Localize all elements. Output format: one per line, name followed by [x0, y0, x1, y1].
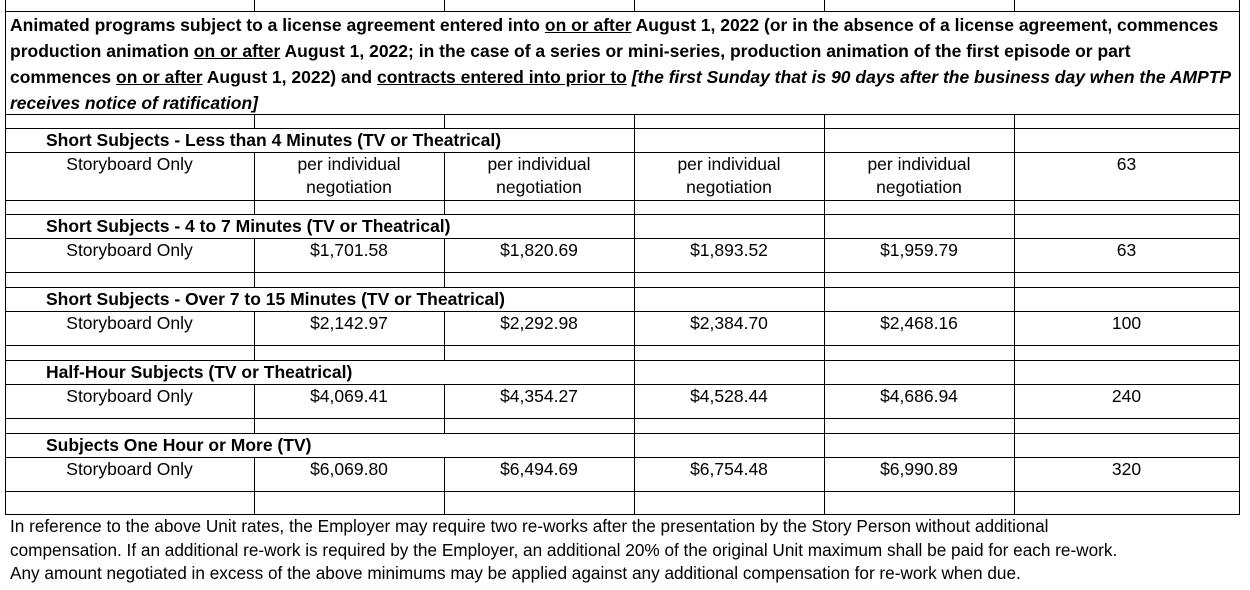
grid-line: [5, 272, 1240, 273]
grid-line: [824, 418, 825, 433]
note-line: Any amount negotiated in excess of the above minimums may be applied against any additional compensation for re-work when due.: [10, 563, 1021, 583]
grid-line: [824, 491, 825, 514]
grid-line: [824, 200, 825, 214]
rate-cell-line: $2,384.70: [690, 313, 768, 333]
note-line: In reference to the above Unit rates, the Employer may require two re-works after the presentation by the Story Person without additional: [10, 516, 1049, 536]
grid-line: [824, 433, 825, 457]
rate-cell-line: per individual: [867, 154, 971, 174]
grid-line: [634, 345, 635, 360]
section-title: Subjects One Hour or More (TV): [46, 435, 312, 455]
grid-line: [5, 200, 1240, 201]
units-cell: 320: [1111, 459, 1142, 479]
grid-line: [634, 0, 635, 11]
grid-line: [824, 128, 825, 152]
grid-line: [1014, 114, 1015, 128]
section-title: Half-Hour Subjects (TV or Theatrical): [46, 362, 353, 382]
grid-line: [634, 287, 635, 311]
units-cell: 63: [1116, 154, 1137, 174]
units-cell: 100: [1111, 313, 1142, 333]
row-label: Storyboard Only: [66, 459, 193, 479]
rate-cell-line: $1,820.69: [500, 240, 578, 260]
rate-cell: [824, 458, 1014, 481]
rate-cell-line: $1,701.58: [310, 240, 388, 260]
rate-cell-line: $2,292.98: [500, 313, 578, 333]
rate-cell: [634, 153, 824, 199]
rate-cell: [444, 458, 634, 481]
section-title: Short Subjects - 4 to 7 Minutes (TV or Theatrical): [46, 216, 451, 236]
grid-line: [5, 418, 1240, 419]
row-label: Storyboard Only: [66, 240, 193, 260]
grid-line: [5, 491, 1240, 492]
grid-line: [1014, 345, 1015, 360]
rate-cell-line: per individual: [677, 154, 781, 174]
grid-line: [824, 0, 825, 11]
rate-cell-line: $1,959.79: [880, 240, 958, 260]
grid-line: [1014, 287, 1015, 311]
rate-cell: [634, 312, 824, 335]
rate-cell-line: $6,494.69: [500, 459, 578, 479]
grid-line: [254, 491, 255, 514]
grid-line: [824, 272, 825, 287]
grid-line: [254, 418, 255, 433]
grid-line: [634, 360, 635, 384]
grid-line: [824, 214, 825, 238]
grid-line: [1014, 433, 1015, 457]
grid-line: [1014, 214, 1015, 238]
grid-line: [5, 345, 1240, 346]
rate-cell-line: negotiation: [496, 177, 582, 197]
rate-cell: [444, 312, 634, 335]
rate-cell-line: $4,354.27: [500, 386, 578, 406]
rate-cell: [824, 153, 1014, 199]
grid-line: [444, 272, 445, 287]
note-line: compensation. If an additional re-work is required by the Employer, an additional 20% of the original Unit maximum shall be paid for each re-work.: [10, 539, 1118, 560]
rate-cell: [254, 239, 444, 262]
rate-cell-line: $4,069.41: [310, 386, 388, 406]
units-cell: 63: [1116, 240, 1137, 260]
grid-line: [1014, 128, 1015, 152]
grid-line: [1239, 0, 1240, 515]
grid-line: [254, 0, 255, 11]
rate-cell: [254, 458, 444, 481]
rate-cell-line: per individual: [297, 154, 401, 174]
rate-cell: [824, 239, 1014, 262]
grid-line: [444, 345, 445, 360]
grid-line: [1014, 418, 1015, 433]
section-title: Short Subjects - Less than 4 Minutes (TV or Theatrical): [46, 130, 502, 150]
grid-line: [444, 114, 445, 128]
rate-cell: [634, 458, 824, 481]
grid-line: [634, 114, 635, 128]
grid-line: [254, 114, 255, 128]
rate-cell-line: $6,069.80: [310, 459, 388, 479]
rate-cell: [444, 239, 634, 262]
grid-line: [444, 418, 445, 433]
row-label: Storyboard Only: [66, 154, 193, 174]
grid-line: [1014, 491, 1015, 514]
grid-line: [634, 491, 635, 514]
header-text: Animated programs subject to a license agreement entered into on or after August 1, 2022 (or in the absence of a license agreement, commences production animation on or after August 1, 2022; in the case of a series or mini-series, production animation of the first episode or part commences on or after August 1, 2022) and contracts entered into prior to [the first Sunday that is 90 days after the business day when the AMPTP receives notice of ratification]: [10, 15, 1231, 113]
rate-cell: [254, 385, 444, 408]
grid-line: [1014, 200, 1015, 214]
grid-line: [254, 200, 255, 214]
rate-cell-line: $1,893.52: [690, 240, 768, 260]
grid-line: [634, 272, 635, 287]
rate-cell-line: $2,142.97: [310, 313, 388, 333]
units-cell: 240: [1111, 386, 1142, 406]
row-label: Storyboard Only: [66, 313, 193, 333]
rate-cell: [824, 385, 1014, 408]
rate-cell-line: negotiation: [306, 177, 392, 197]
grid-line: [1014, 272, 1015, 287]
grid-line: [634, 433, 635, 457]
rework-note: [10, 515, 1240, 586]
rate-cell-line: $6,990.89: [880, 459, 958, 479]
rate-cell-line: negotiation: [686, 177, 772, 197]
rate-cell-line: $4,686.94: [880, 386, 958, 406]
rate-cell-line: negotiation: [876, 177, 962, 197]
grid-line: [634, 200, 635, 214]
grid-line: [824, 114, 825, 128]
row-label: Storyboard Only: [66, 386, 193, 406]
grid-line: [1014, 360, 1015, 384]
grid-line: [444, 200, 445, 214]
grid-line: [634, 214, 635, 238]
rate-cell: [634, 239, 824, 262]
rate-cell: [824, 312, 1014, 335]
grid-line: [824, 287, 825, 311]
grid-line: [824, 345, 825, 360]
grid-line: [824, 360, 825, 384]
rate-cell-line: per individual: [487, 154, 591, 174]
grid-line: [444, 0, 445, 11]
rate-cell: [634, 385, 824, 408]
grid-line: [254, 272, 255, 287]
rate-cell: [254, 153, 444, 199]
grid-line: [444, 491, 445, 514]
grid-line: [634, 418, 635, 433]
rate-cell-line: $2,468.16: [880, 313, 958, 333]
section-title: Short Subjects - Over 7 to 15 Minutes (TV or Theatrical): [46, 289, 505, 309]
grid-line: [634, 128, 635, 152]
rate-cell-line: $6,754.48: [690, 459, 768, 479]
rate-cell: [444, 153, 634, 199]
grid-line: [1014, 0, 1015, 11]
grid-line: [254, 345, 255, 360]
rate-cell: [254, 312, 444, 335]
rate-cell-line: $4,528.44: [690, 386, 768, 406]
rate-cell: [444, 385, 634, 408]
